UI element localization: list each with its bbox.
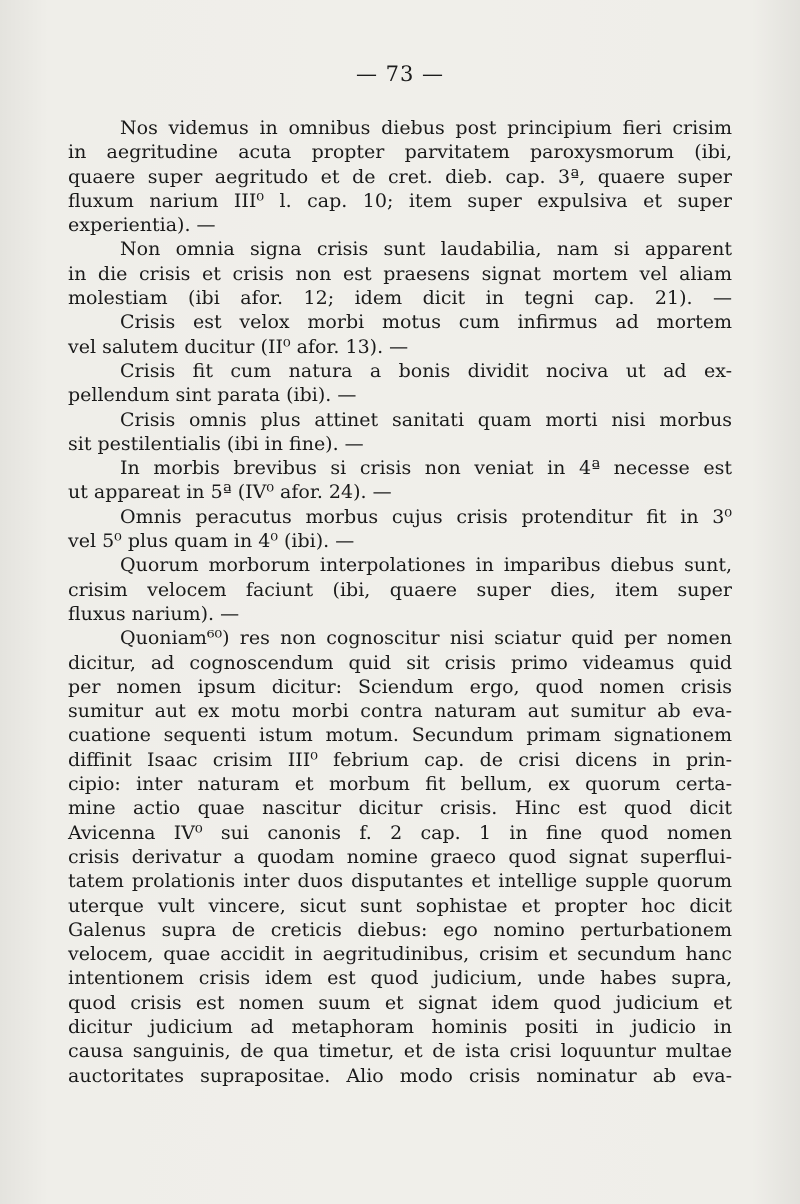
text-line: per nomen ipsum dicitur: Sciendum ergo, quod nomen crisis — [68, 675, 732, 698]
text-line: Galenus supra de creticis diebus: ego nomino perturbationem — [68, 918, 732, 941]
text-line: uterque vult vincere, sicut sunt sophistae et propter hoc dicit — [68, 894, 732, 917]
text-line: Omnis peracutus morbus cujus crisis protenditur fit in 3⁰ — [120, 505, 732, 528]
body-text — [68, 116, 732, 1088]
text-line: tatem prolationis inter duos disputantes et intellige supple quorum — [68, 870, 732, 893]
text-line: dicitur, ad cognoscendum quid sit crisis primo videamus quid — [68, 651, 732, 674]
text-line: Crisis fit cum natura a bonis dividit nociva ut ad ex- — [120, 359, 732, 382]
text-line: Nos videmus in omnibus diebus post principium fieri crisim — [120, 117, 732, 139]
text-line: velocem, quae accidit in aegritudinibus, crisim et secundum hanc — [68, 943, 732, 966]
text-line: In morbis brevibus si crisis non veniat in 4ª necesse est — [120, 457, 732, 480]
text-line: mine actio quae nascitur dicitur crisis. Hinc est quod dicit — [68, 797, 732, 820]
text-line: in aegritudine acuta propter parvitatem paroxysmorum (ibi, — [68, 141, 732, 164]
text-line: quod crisis est nomen suum et signat idem quod judicium et — [68, 991, 732, 1014]
text-line: Quoniam⁶⁰) res non cognoscitur nisi sciatur quid per nomen — [120, 627, 732, 650]
text-line: sumitur aut ex motu morbi contra naturam aut sumitur ab eva- — [68, 700, 732, 723]
text-line: crisis derivatur a quodam nomine graeco quod signat superflui- — [68, 845, 732, 868]
text-line: vel salutem ducitur (II⁰ afor. 13). — — [68, 335, 409, 358]
text-line: Crisis omnis plus attinet sanitati quam morti nisi morbus — [120, 408, 732, 431]
text-line: sit pestilentialis (ibi in fine). — — [68, 432, 364, 455]
text-line: pellendum sint parata (ibi). — — [68, 384, 357, 407]
text-line: in die crisis et crisis non est praesens signat mortem vel aliam — [68, 262, 732, 285]
text-line: experientia). — — [68, 214, 216, 237]
text-line: Avicenna IV⁰ sui canonis f. 2 cap. 1 in fine quod nomen — [68, 821, 732, 844]
text-line: Non omnia signa crisis sunt laudabilia, nam si apparent — [120, 238, 732, 261]
text-line: cipio: inter naturam et morbum fit bellum, ex quorum certa- — [68, 773, 732, 796]
text-line: intentionem crisis idem est quod judicium, unde habes supra, — [68, 967, 732, 990]
text-line: fluxum narium III⁰ l. cap. 10; item super expulsiva et super — [68, 189, 732, 212]
page-number: — 73 — — [355, 62, 445, 86]
text-line: causa sanguinis, de qua timetur, et de ista crisi loquuntur multae — [68, 1040, 732, 1063]
text-line: Quorum morborum interpolationes in imparibus diebus sunt, — [120, 554, 732, 577]
text-line: crisim velocem faciunt (ibi, quaere super dies, item super — [68, 578, 732, 601]
text-line: diffinit Isaac crisim III⁰ febrium cap. de crisi dicens in prin- — [68, 748, 732, 771]
text-line: dicitur judicium ad metaphoram hominis positi in judicio in — [68, 1015, 732, 1038]
text-line: quaere super aegritudo et de cret. dieb. cap. 3ª, quaere super — [68, 165, 732, 188]
text-line: vel 5⁰ plus quam in 4⁰ (ibi). — — [68, 530, 355, 553]
text-line: Crisis est velox morbi motus cum infirmus ad mortem — [120, 311, 732, 334]
text-line: cuatione sequenti istum motum. Secundum primam signationem — [68, 724, 732, 747]
text-line: fluxus narium). — — [68, 602, 240, 625]
text-line: ut appareat in 5ª (IV⁰ afor. 24). — — [68, 481, 392, 504]
text-line: auctoritates suprapositae. Alio modo crisis nominatur ab eva- — [68, 1064, 732, 1087]
text-line: molestiam (ibi afor. 12; idem dicit in tegni cap. 21). — — [68, 287, 732, 310]
